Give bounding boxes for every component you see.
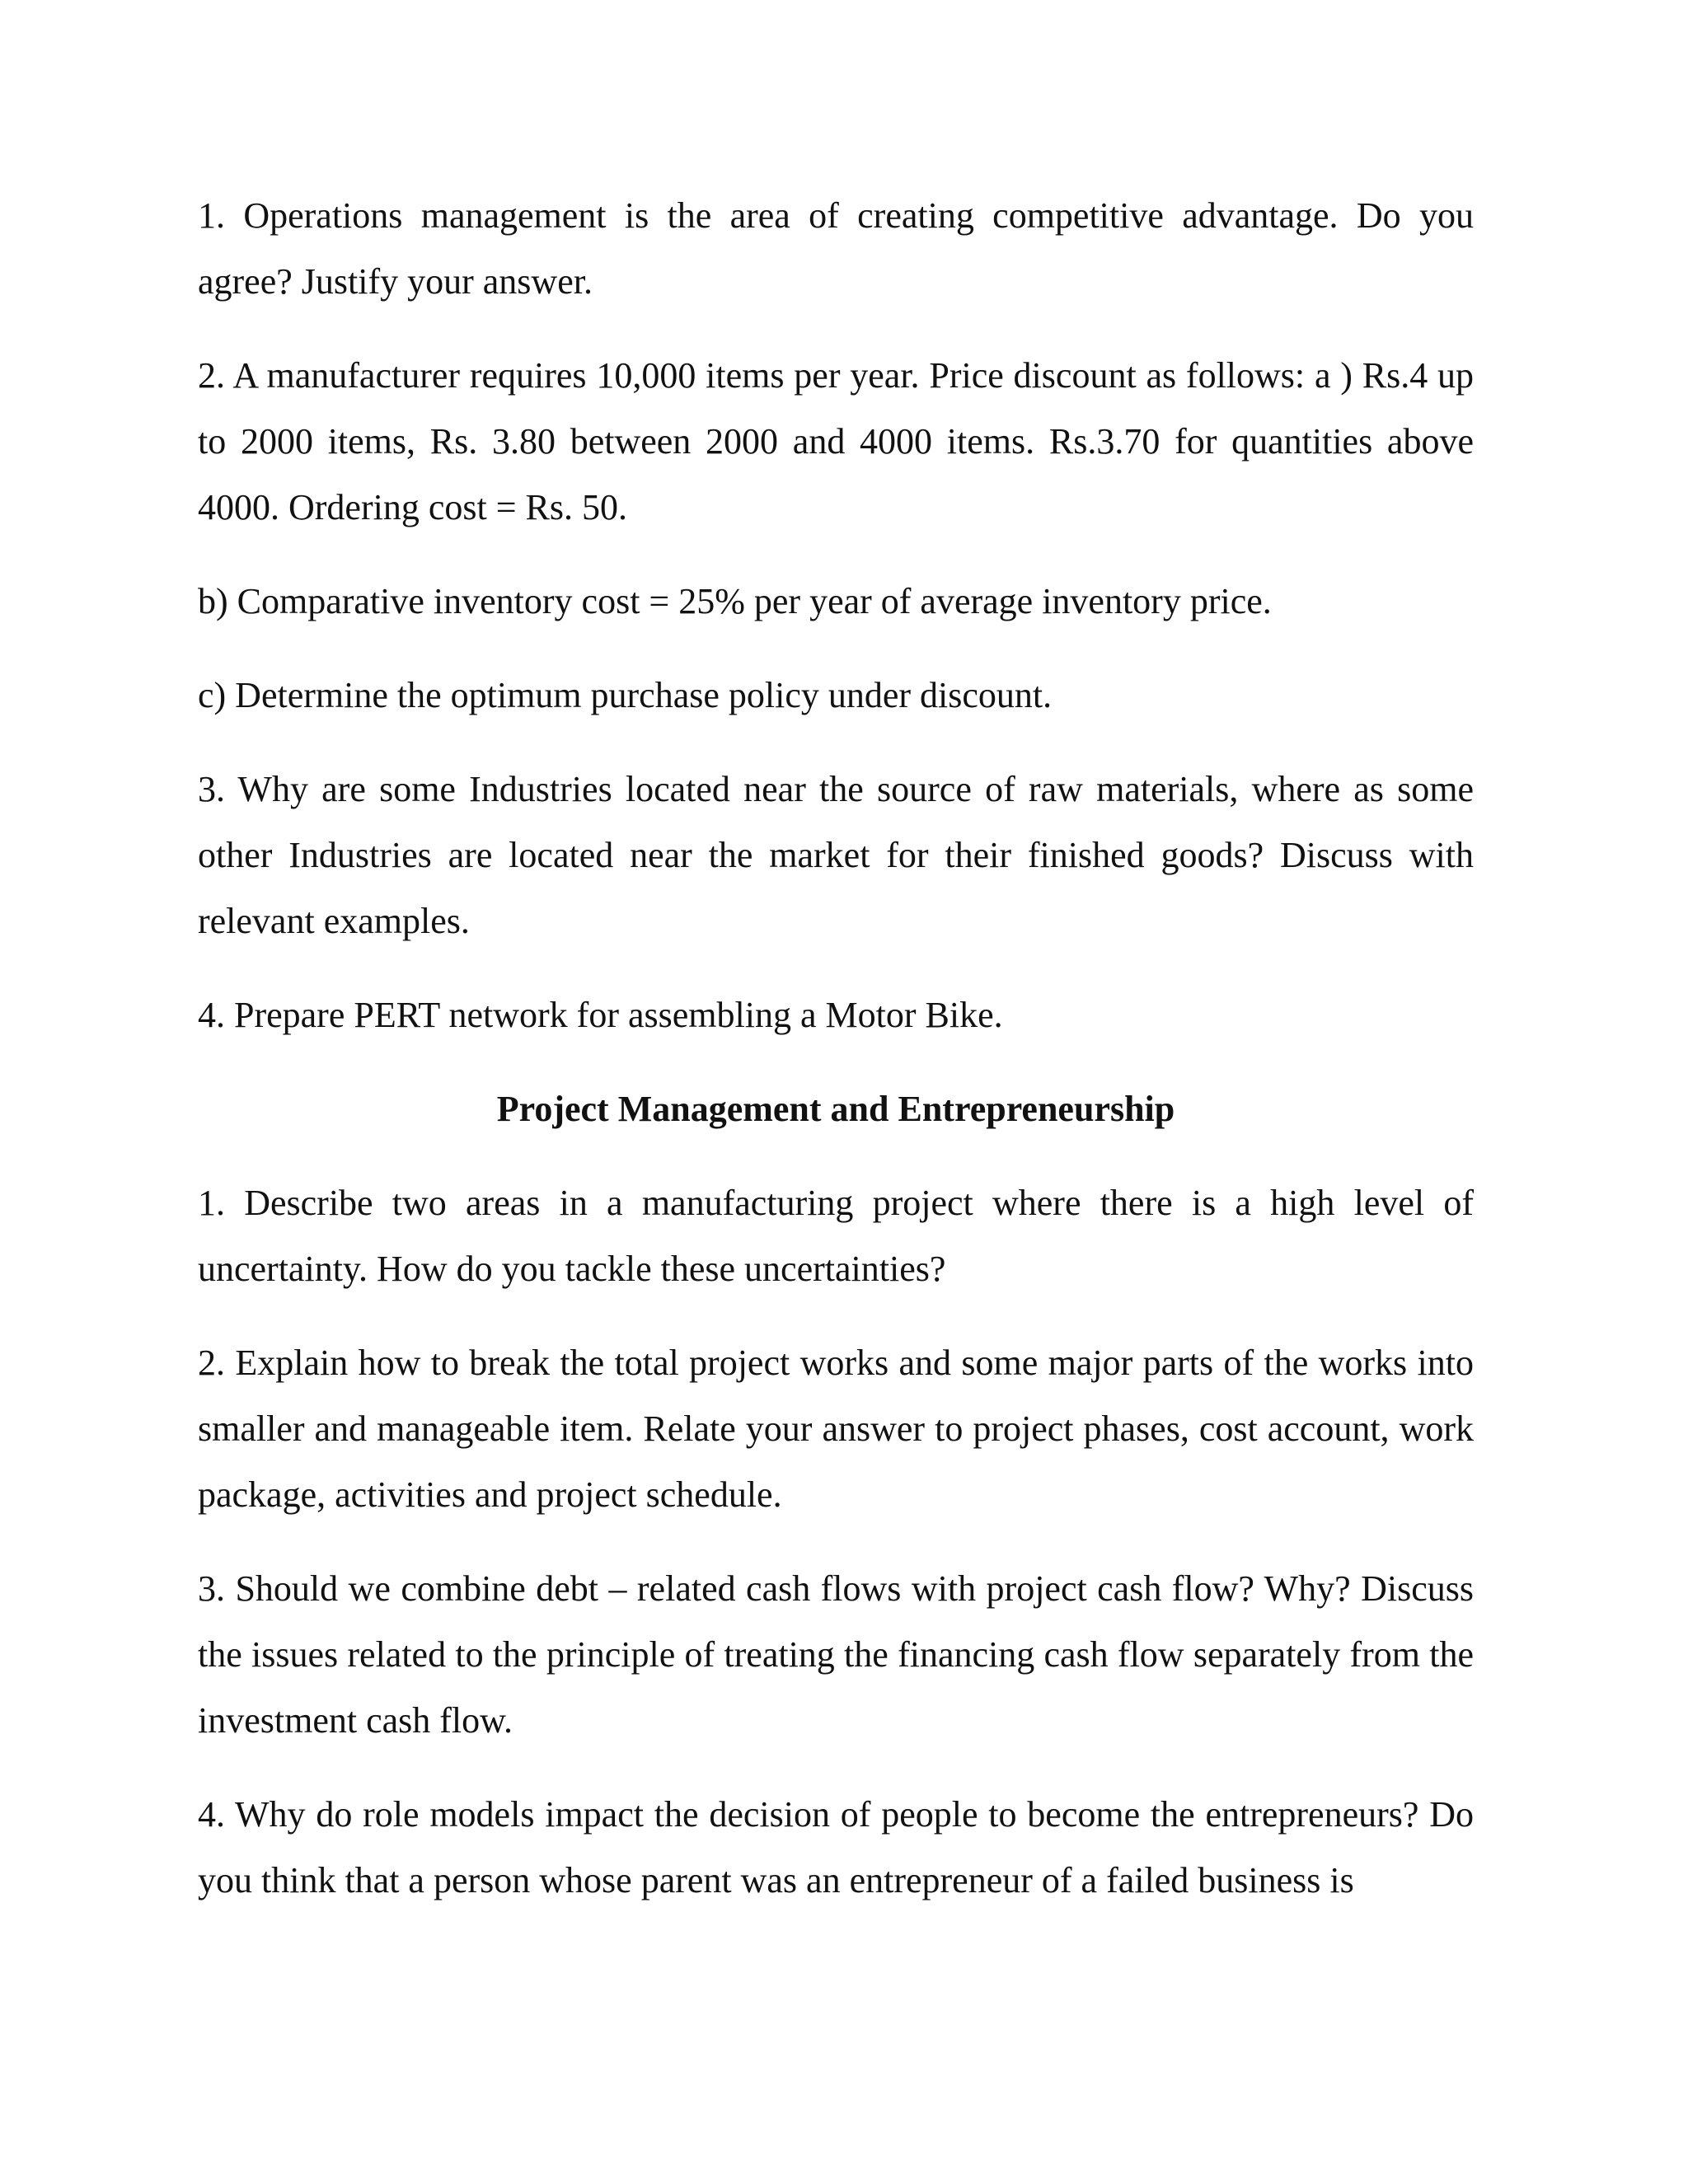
question-manufacturer-discount: 2. A manufacturer requires 10,000 items per year. Price discount as follows: a ) Rs.4 up to 2000 items, Rs. 3.80 between 2000 and 4000 items. Rs.3.70 for quantities above 4000. Ordering cost = Rs. 50. bbox=[198, 355, 1474, 527]
document-body bbox=[198, 183, 1474, 1942]
section-heading: Project Management and Entrepreneurship bbox=[496, 1089, 1175, 1129]
question-pert-network: 4. Prepare PERT network for assembling a Motor Bike. bbox=[198, 995, 1003, 1035]
question-uncertainty: 1. Describe two areas in a manufacturing project where there is a high level of uncertainty. How do you tackle these uncertainties? bbox=[198, 1183, 1474, 1289]
question-industry-location: 3. Why are some Industries located near the source of raw materials, where as some other Industries are located near the market for their finished goods? Discuss with relevant examples. bbox=[198, 769, 1474, 941]
question-operations-management: 1. Operations management is the area of creating competitive advantage. Do you agree? Justify your answer. bbox=[198, 195, 1474, 302]
question-work-breakdown: 2. Explain how to break the total project works and some major parts of the works into smaller and manageable item. Relate your answer to project phases, cost account, work package, activities and project schedule. bbox=[198, 1343, 1474, 1515]
question-cash-flows: 3. Should we combine debt – related cash flows with project cash flow? Why? Discuss the issues related to the principle of treating the financing cash flow separately from the investment cash flow. bbox=[198, 1568, 1474, 1741]
question-role-models: 4. Why do role models impact the decision of people to become the entrepreneurs? Do you think that a person whose parent was an entrepreneur of a failed business is bbox=[198, 1794, 1474, 1900]
question-part-c: c) Determine the optimum purchase policy under discount. bbox=[198, 675, 1053, 715]
question-part-b: b) Comparative inventory cost = 25% per year of average inventory price. bbox=[198, 581, 1272, 621]
